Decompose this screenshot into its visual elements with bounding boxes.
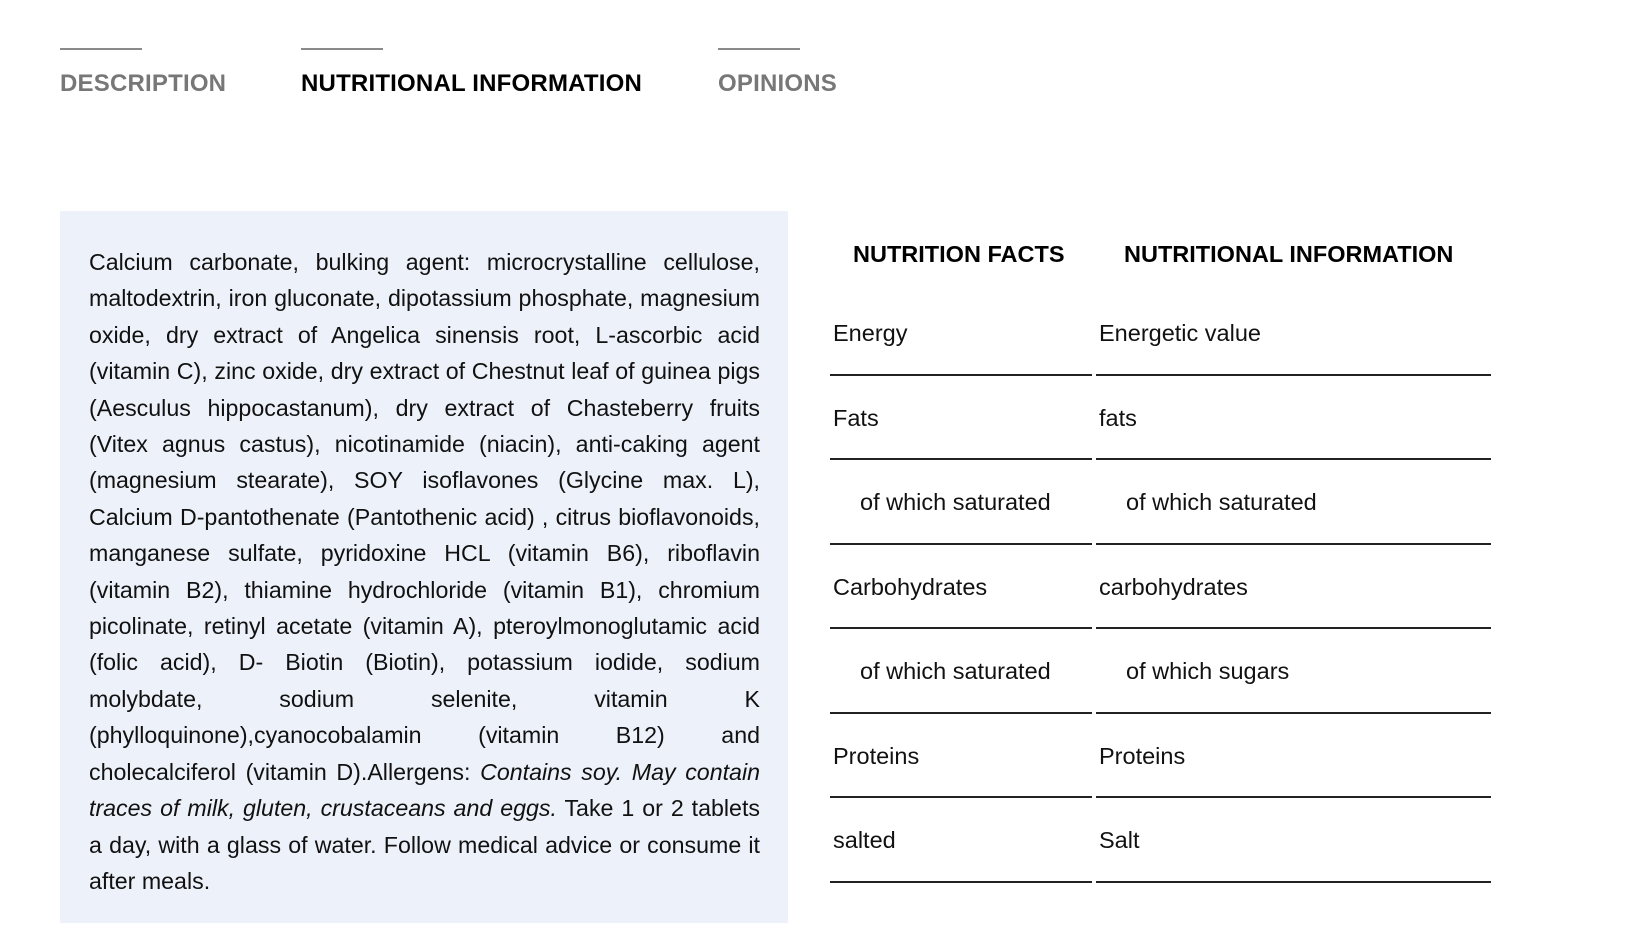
header-nutritional-information: NUTRITIONAL INFORMATION [1124, 241, 1454, 267]
nutrition-table [830, 211, 1500, 883]
nutritional-information-cell: Proteins [1096, 714, 1491, 799]
nutritional-information-cell: carbohydrates [1096, 545, 1491, 630]
nutrition-facts-cell: of which saturated [830, 629, 1092, 714]
table-row [830, 376, 1500, 461]
nutrition-facts-cell: Fats [830, 376, 1092, 461]
table-row [830, 291, 1500, 376]
nutritional-information-cell: of which sugars [1096, 629, 1491, 714]
table-row [830, 460, 1500, 545]
nutrition-facts-cell: Proteins [830, 714, 1092, 799]
tab-description-label: DESCRIPTION [60, 70, 227, 97]
ingredients-list: Calcium carbonate, bulking agent: microcrystalline cellulose, maltodextrin, iron gluconate, dipotassium phosphate, magnesium oxide, dry extract of Angelica sinensis root, L-ascorbic acid (vitamin C), zinc oxide, dry extract of Chestnut leaf of guinea pigs (Aesculus hippocastanum), dry extract of Chasteberry fruits (Vitex agnus castus), nicotinamide (niacin), anti-caking agent (magnesium stearate), SOY isoflavones (Glycine max. L), Calcium D-pantothenate (Pantothenic acid) , citrus bioflavonoids, manganese sulfate, pyridoxine HCL (vitamin B6), riboflavin (vitamin B2), thiamine hydrochloride (vitamin B1), chromium picolinate, retinyl acetate (vitamin A), pteroylmonoglutamic acid (folic acid), D- Biotin (Biotin), potassium iodide, sodium molybdate, sodium selenite, vitamin K (phylloquinone),cyanocobalamin (vitamin B12) and cholecalciferol (vitamin D).Allergens: [89, 249, 760, 785]
dosage-instructions: Take 1 or 2 tablets a day, with a glass of water. Follow medical advice or consume it after meals. [89, 795, 760, 894]
nutrition-table-header [830, 211, 1500, 291]
nutritional-information-cell: of which saturated [1096, 460, 1491, 545]
table-row [830, 714, 1500, 799]
nutrition-facts-cell: Carbohydrates [830, 545, 1092, 630]
nutrition-table-body [830, 291, 1500, 883]
tab-nutritional-information[interactable] [301, 48, 642, 98]
nutritional-information-cell: Energetic value [1096, 291, 1491, 376]
header-nutrition-facts: NUTRITION FACTS [853, 241, 1065, 267]
tab-indicator [301, 48, 383, 50]
tab-indicator [718, 48, 800, 50]
tab-opinions-label: OPINIONS [718, 70, 837, 97]
allergens-warning: Contains soy. May contain traces of milk, gluten, crustaceans and eggs. [89, 758, 760, 822]
tab-indicator [60, 48, 142, 50]
table-row [830, 798, 1500, 883]
nutritional-information-cell: fats [1096, 376, 1491, 461]
nutrition-facts-cell: salted [830, 798, 1092, 883]
tab-nutritional-information-label: NUTRITIONAL INFORMATION [301, 70, 643, 97]
tab-opinions[interactable] [718, 48, 837, 98]
tab-description[interactable] [60, 48, 226, 98]
ingredients-panel [60, 211, 788, 923]
table-row [830, 545, 1500, 630]
ingredients-text [89, 244, 760, 899]
nutritional-information-cell: Salt [1096, 798, 1491, 883]
table-row [830, 629, 1500, 714]
nutrition-facts-cell: Energy [830, 291, 1092, 376]
nutrition-facts-cell: of which saturated [830, 460, 1092, 545]
